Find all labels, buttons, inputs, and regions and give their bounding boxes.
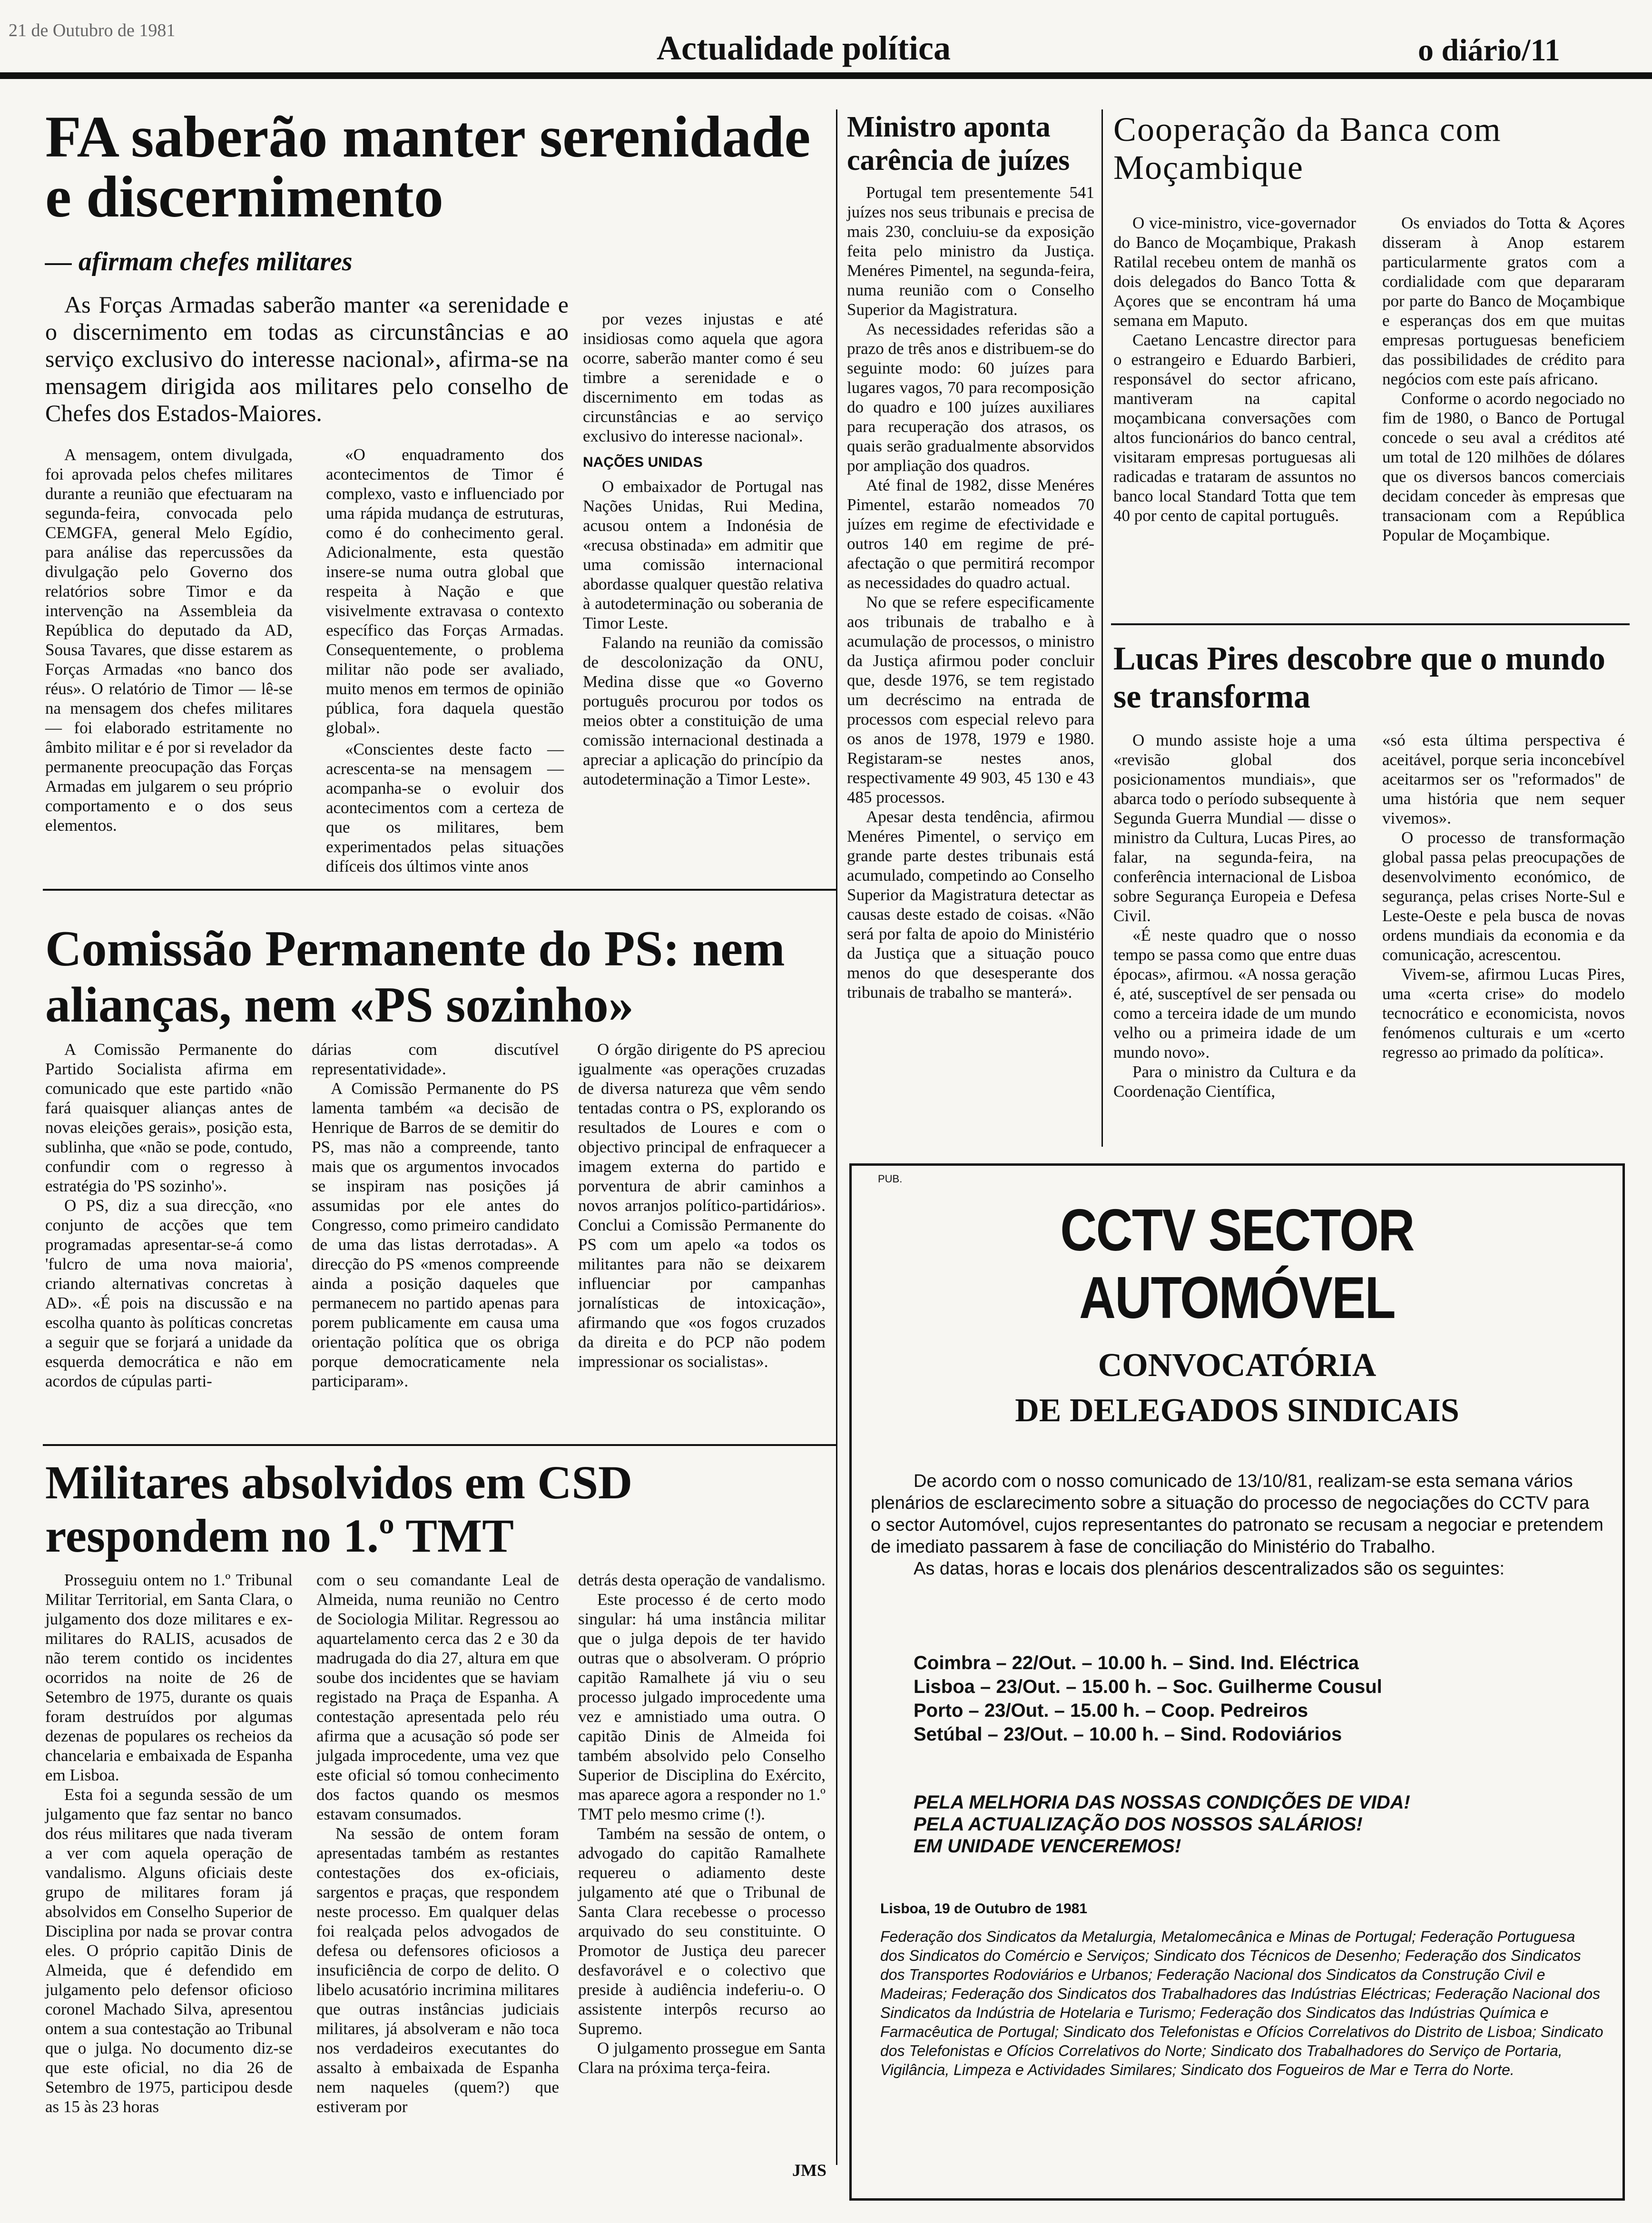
article-militares-col1: Prosseguiu ontem no 1.º Tribunal Militar Territorial, em Santa Clara, o julgamento dos doze militares e ex-militares do RALIS, acusados de não terem contido os incidentes ocorridos na noite de 26 de Setembro de 1975, durante os quais foram destruídos por algumas dezenas de populares os recheios da chancelaria e embaixada de Espanha em Lisboa. Esta foi a segunda sessão de um julgamento que faz sentar no banco dos réus militares que nada tiveram a ver com aquela operação de vandalismo. Alguns oficiais deste grupo de militares foram já absolvidos em Conselho Superior de Disciplina por nada se provar contra eles. O próprio capitão Dinis de Almeida, que é defendido em julgamento pelo defensor oficioso coronel Machado Silva, apresentou ontem a sua contestação ao Tribunal que o julga. No documento diz-se que este oficial, no dia 26 de Setembro de 1975, participou desde as 15 às 23 horas (45, 1571, 293, 2116)
meeting-list (914, 1651, 1580, 1746)
signature: JMS (792, 2161, 826, 2180)
article-lucas-pires (1113, 640, 1627, 716)
masthead-date: 21 de Outubro de 1981 (9, 20, 176, 40)
article-ps (45, 921, 830, 1033)
meeting-item: Setúbal – 23/Out. – 10.00 h. – Sind. Rodoviários (914, 1724, 1342, 1745)
article-banca (1113, 110, 1627, 187)
article-ps-col3: O órgão dirigente do PS apreciou igualmente «as operações cruzadas de diversa natureza que vêm sendo tentadas contra o PS, explorando os resultados de Loures e com o objectivo principal de enfraquecer a imagem externa do partido e porventura de abrir caminhos a novos arranjos político-partidários». Conclui a Comissão Permanente do PS com um apelo «a todos os militantes para não se deixarem influenciar por campanhas jornalísticas de intoxicação», afirmando que «os fogos cruzados da direita e do PCP não podem impressionar os socialistas». (578, 1040, 826, 1371)
pub-label: PUB. (878, 1173, 903, 1185)
column-rule (836, 109, 837, 2165)
headline: Lucas Pires descobre que o mundo se transforma (1113, 640, 1605, 715)
article-ps-col1: A Comissão Permanente do Partido Socialista afirma em comunicado que este partido «não fará quaisquer alianças antes de novas eleições gerais», posição esta, sublinha, que «não se pode, contudo, confundir com o regresso à estratégia do 'PS sozinho'». O PS, diz a sua direcção, «no conjunto de acções que tem programadas apresentar-se-á como 'fulcro de uma nova maioria', criando alternativas concretas à AD». «É pois na discussão e na escolha quanto às políticas concretas a seguir que se forjará a unidade da esquerda democrática e não em acordos de cúpulas parti- (45, 1040, 293, 1390)
kicker: — afirmam chefes militares (45, 246, 353, 276)
ad-signatories: Federação dos Sindicatos da Metalurgia, Metalomecânica e Minas de Portugal; Federação Portuguesa dos Sindicatos do Comércio e Serviços; Sindicato dos Técnicos de Desenho; Federação dos Sindicatos dos Transportes Rodoviários e Urbanos; Federação Nacional dos Sindicatos da Construção Civil e Madeiras; Federação dos Sindicatos dos Trabalhadores das Indústrias Eléctricas; Federação Nacional dos Sindicatos da Indústria de Hotelaria e Turismo; Federação dos Sindicatos das Indústrias Química e Farmacêutica de Portugal; Sindicato dos Telefonistas e Ofícios Correlativos do Distrito de Lisboa; Sindicato dos Telefonistas e Ofícios Correlativos do Norte; Sindicato dos Trabalhadores do Serviço de Portaria, Vigilância, Limpeza e Actividades Similares; Sindicato dos Fogueiros de Mar e Terra do Norte. (880, 1928, 1603, 2078)
headline: Cooperação da Banca com Moçambique (1113, 110, 1502, 187)
headline: Ministro aponta carência de juízes (847, 111, 1070, 177)
article-fa-col1: A mensagem, ontem divulgada, foi aprovada pelos chefes militares durante a reunião que efectuaram na segunda-feira, convocada pelo CEMGFA, general Melo Egídio, para análise das repercussões da divulgação pelo Governo dos relatórios sobre Timor e da intervenção na Assembleia da República do deputado da AD, Sousa Tavares, que disse estarem as Forças Armadas «no banco dos réus». O relatório de Timor — lê-se na mensagem dos chefes militares — foi elaborado estritamente no âmbito militar e é por si revelador da permanente preocupação das Forças Armadas em julgarem o seu próprio comportamento e o dos seus elementos. (45, 445, 293, 835)
lead-paragraph: As Forças Armadas saberão manter «a serenidade e o discernimento em todas as circunstâncias e ao serviço exclusivo do interesse nacional», afirma-se na mensagem dirigida aos militares pelo conselho de Chefes dos Estados-Maiores. (45, 291, 569, 426)
ad-title: CCTV SECTOR AUTOMÓVEL (1060, 1198, 1414, 1331)
meeting-item: Lisboa – 23/Out. – 15.00 h. – Soc. Guilherme Cousul (914, 1676, 1382, 1697)
article-banca-col1: O vice-ministro, vice-governador do Banco de Moçambique, Prakash Ratilal recebeu ontem de manhã os dois delegados do Banco Totta & Açores que se encontram há uma semana em Maputo. Caetano Lencastre director para o estrangeiro e Eduardo Barbieri, responsável do sector africano, mantiveram na capital moçambicana conversações com altos funcionários do banco central, visitaram empresas portuguesas ali radicadas e trataram de assuntos no banco local Standard Totta que tem 40 por cento de capital português. (1113, 214, 1356, 525)
article-fa-col3: por vezes injustas e até insidiosas como aquela que agora ocorre, saberão manter como é seu timbre a serenidade e o discernimento em todas as circunstâncias e ao serviço exclusivo do interesse nacional». NAÇÕES UNIDAS O embaixador de Portugal nas Nações Unidas, Rui Medina, acusou ontem a Indonésia de «recusa obstinada» em admitir que uma comissão internacional abordasse qualquer questão relativa à autodeterminação ou soberania de Timor Leste. Falando na reunião da comissão de descolonização da ONU, Medina disse que «o Governo português procurou por todos os meios obter a constituição de uma comissão internacional destinada a apreciar a aplicação do princípio da autodeterminação a Timor Leste». (583, 310, 823, 788)
slogan: PELA ACTUALIZAÇÃO DOS NOSSOS SALÁRIOS! (914, 1814, 1363, 1835)
slogans (914, 1791, 1580, 1857)
article-lucas-col1: O mundo assiste hoje a uma «revisão global dos posicionamentos mundiais», que abarca todo o período subsequente à Segunda Guerra Mundial — disse o ministro da Cultura, Lucas Pires, ao falar, na segunda-feira, na conferência internacional de Lisboa sobre Segurança Europeia e Defesa Civil. «É neste quadro que o nosso tempo se passa como que entre duas épocas», afirmou. «A nossa geração é, até, susceptível de ser pensada ou como a terceira idade de um mundo velho ou a primeira idade de um mundo novo». Para o ministro da Cultura e da Coordenação Científica, (1113, 731, 1356, 1101)
ad-subtitle-1: CONVOCATÓRIA (1098, 1347, 1377, 1384)
slogan: PELA MELHORIA DAS NOSSAS CONDIÇÕES DE VIDA! (914, 1792, 1410, 1813)
headline: FA saberão manter serenidade e discernimento (45, 104, 811, 230)
headline: Militares absolvidos em CSD respondem no 1.º TMT (45, 1456, 633, 1562)
separator (1111, 623, 1630, 625)
article-militares-col3: detrás desta operação de vandalismo. Este processo é de certo modo singular: há uma instância militar que o julga depois de ter havido outras que o absolveram. O próprio capitão Ramalhete já viu o seu processo julgado improcedente uma vez e amnistiado uma outra. O capitão Dinis de Almeida foi também absolvido pelo Conselho Superior de Disciplina do Exército, mas aparece agora a responder no 1.º TMT pelo mesmo crime (!). Também na sessão de ontem, o advogado do capitão Ramalhete requereu o adiamento deste julgamento até que o Tribunal de Santa Clara recebesse o processo arquivado do seu constituinte. O Promotor de Justiça deu parecer desfavorável e o colectivo que preside à audiência indeferiu-o. O assistente interpôs recurso ao Supremo. O julgamento prossegue em Santa Clara na próxima terça-feira. (578, 1571, 826, 2077)
slogan: EM UNIDADE VENCEREMOS! (914, 1836, 1181, 1857)
article-militares (45, 1456, 830, 1563)
article-banca-col2: Os enviados do Totta & Açores disseram à Anop estarem particularmente gratos com a cordialidade com que depararam por parte do Banco de Moçambique e esperanças dos em que muitas empresas portuguesas beneficiem das possibilidades de crédito para negócios com este país africano. Conforme o acordo negociado no fim de 1980, o Banco de Portugal concede o seu aval a créditos até um total de 120 milhões de dólares que os diversos bancos comerciais decidam conceder às empresas que transacionam com a República Popular de Moçambique. (1382, 214, 1625, 544)
section-title: Actualidade política (657, 29, 951, 67)
ad-date: Lisboa, 19 de Outubro de 1981 (880, 1901, 1088, 1917)
ad-subtitle-2: DE DELEGADOS SINDICAIS (1015, 1392, 1459, 1429)
headline: Comissão Permanente do PS: nem alianças, nem «PS sozinho» (45, 921, 785, 1033)
article-ps-col2: dárias com discutível representatividade». A Comissão Permanente do PS lamenta também «a decisão de Henrique de Barros de se demitir do PS, mas não a compreende, tanto mais que os argumentos invocados se inspiram nas posições já assumidas por ele antes do Congresso, como primeiro candidato de uma das listas derrotadas». A direcção do PS «menos compreende ainda a posição daqueles que permanecem no partido apenas para porem publicamente em causa uma orientação política que os obriga porque democraticamente nela participaram». (312, 1040, 559, 1390)
subheading: NAÇÕES UNIDAS (583, 454, 703, 470)
article-fa-col2: «O enquadramento dos acontecimentos de Timor é complexo, vasto e influenciado por uma rápida mudança de estruturas, como é do conhecimento geral. Adicionalmente, esta questão insere-se numa outra global que respeita à Nação e que visivelmente extravasa o contexto específico das Forças Armadas. Consequentemente, o problema militar não pode ser avaliado, muito menos em termos de opinião pública, fora daquela questão global». «Conscientes deste facto — acrescenta-se na mensagem — acompanha-se o evoluir dos acontecimentos com a certeza de que os militares, bem experimentados pelas situações difíceis dos últimos vinte anos (326, 445, 564, 875)
article-lucas-col2: «só esta última perspectiva é aceitável, porque seria inconcebível aceitarmos ser os "reformados" de uma história que nem sequer vivemos». O processo de transformação global passa pelas preocupações de desenvolvimento económico, de segurança, pelas crises Norte-Sul e Leste-Oeste e pela busca de novas ordens mundiais da economia e da comunicação, acrescentou. Vivem-se, afirmou Lucas Pires, uma «certa crise» do modelo tecnocrático e economicista, novos fenómenos culturais e um «certo regresso ao primado da política». (1382, 731, 1625, 1062)
paper-name: o diário/11 (1418, 33, 1560, 68)
article-juizes: Ministro aponta carência de juízes Portugal tem presentemente 541 juízes nos seus tribunais e precisa de mais 230, concluiu-se da exposição feita pelo ministro da Justiça. Menéres Pimentel, na segunda-feira, numa reunião com o Conselho Superior da Magistratura. As necessidades referidas são a prazo de três anos e distribuem-se do seguinte modo: 60 juízes para lugares vagos, 70 para recomposição do quadro e 100 juízes auxiliares para recuperação dos atrasos, os quais serão gradualmente absorvidos por ampliação dos quadros. Até final de 1982, disse Menéres Pimentel, estarão nomeados 70 juízes em regime de efectividade e outros 140 em regime de pré-afectação o que permitirá recompor as necessidades do quadro actual. No que se refere especificamente aos tribunais de trabalho e à acumulação de processos, o ministro da Justiça afirmou poder concluir que, desde 1976, se tem registado um decréscimo na entrada de processos com especial relevo para os anos de 1978, 1979 e 1980. Registaram-se nestes anos, respectivamente 49 903, 45 130 e 43 485 processos. Apesar desta tendência, afirmou Menéres Pimentel, o serviço em grande parte destes tribunais está acumulado, competindo ao Conselho Superior da Magistratura detectar as causas deste estado de coisas. «Não será por falta de apoio do Ministério da Justiça que a situação pouco menos do que desesperante dos tribunais de trabalho se manterá». (847, 111, 1094, 1002)
column-rule (1101, 109, 1103, 1147)
ad-intro: De acordo com o nosso comunicado de 13/10/81, realizam-se esta semana vários plenários de esclarecimento sobre a situação do processo de negociações do CCTV para o sector Automóvel, cujos representantes do patronato se recusam a negociar e pretendem de imediato passarem à fase de conciliação do Ministério do Trabalho. As datas, horas e locais dos plenários descentralizados são os seguintes: (871, 1471, 1603, 1579)
separator (43, 889, 836, 891)
meeting-item: Coimbra – 22/Out. – 10.00 h. – Sind. Ind. Eléctrica (914, 1652, 1359, 1673)
meeting-item: Porto – 23/Out. – 15.00 h. – Coop. Pedreiros (914, 1700, 1308, 1721)
advertisement-box (849, 1163, 1625, 2201)
separator (43, 1444, 836, 1446)
article-militares-col2: com o seu comandante Leal de Almeida, numa reunião no Centro de Sociologia Militar. Regressou ao aquartelamento cerca das 2 e 30 da madrugada do dia 27, altura em que soube dos incidentes que se haviam registado na Praça de Espanha. A contestação apresentada pelo réu afirma que a acusação só pode ser julgada improcedente, uma vez que este oficial só tomou conhecimento dos factos quando os mesmos estavam consumados. Na sessão de ontem foram apresentadas também as restantes contestações dos ex-oficiais, sargentos e praças, que respondem neste processo. Em qualquer delas foi realçada pelos advogados de defesa ou defensores oficiosos a insuficiência de corpo de delito. O libelo acusatório incrimina militares que outras instâncias judiciais militares, já absolveram e não toca nos verdadeiros executantes do assalto à embaixada de Espanha nem naqueles (quem?) que estiveram por (316, 1571, 559, 2116)
masthead-rule (0, 72, 1652, 79)
